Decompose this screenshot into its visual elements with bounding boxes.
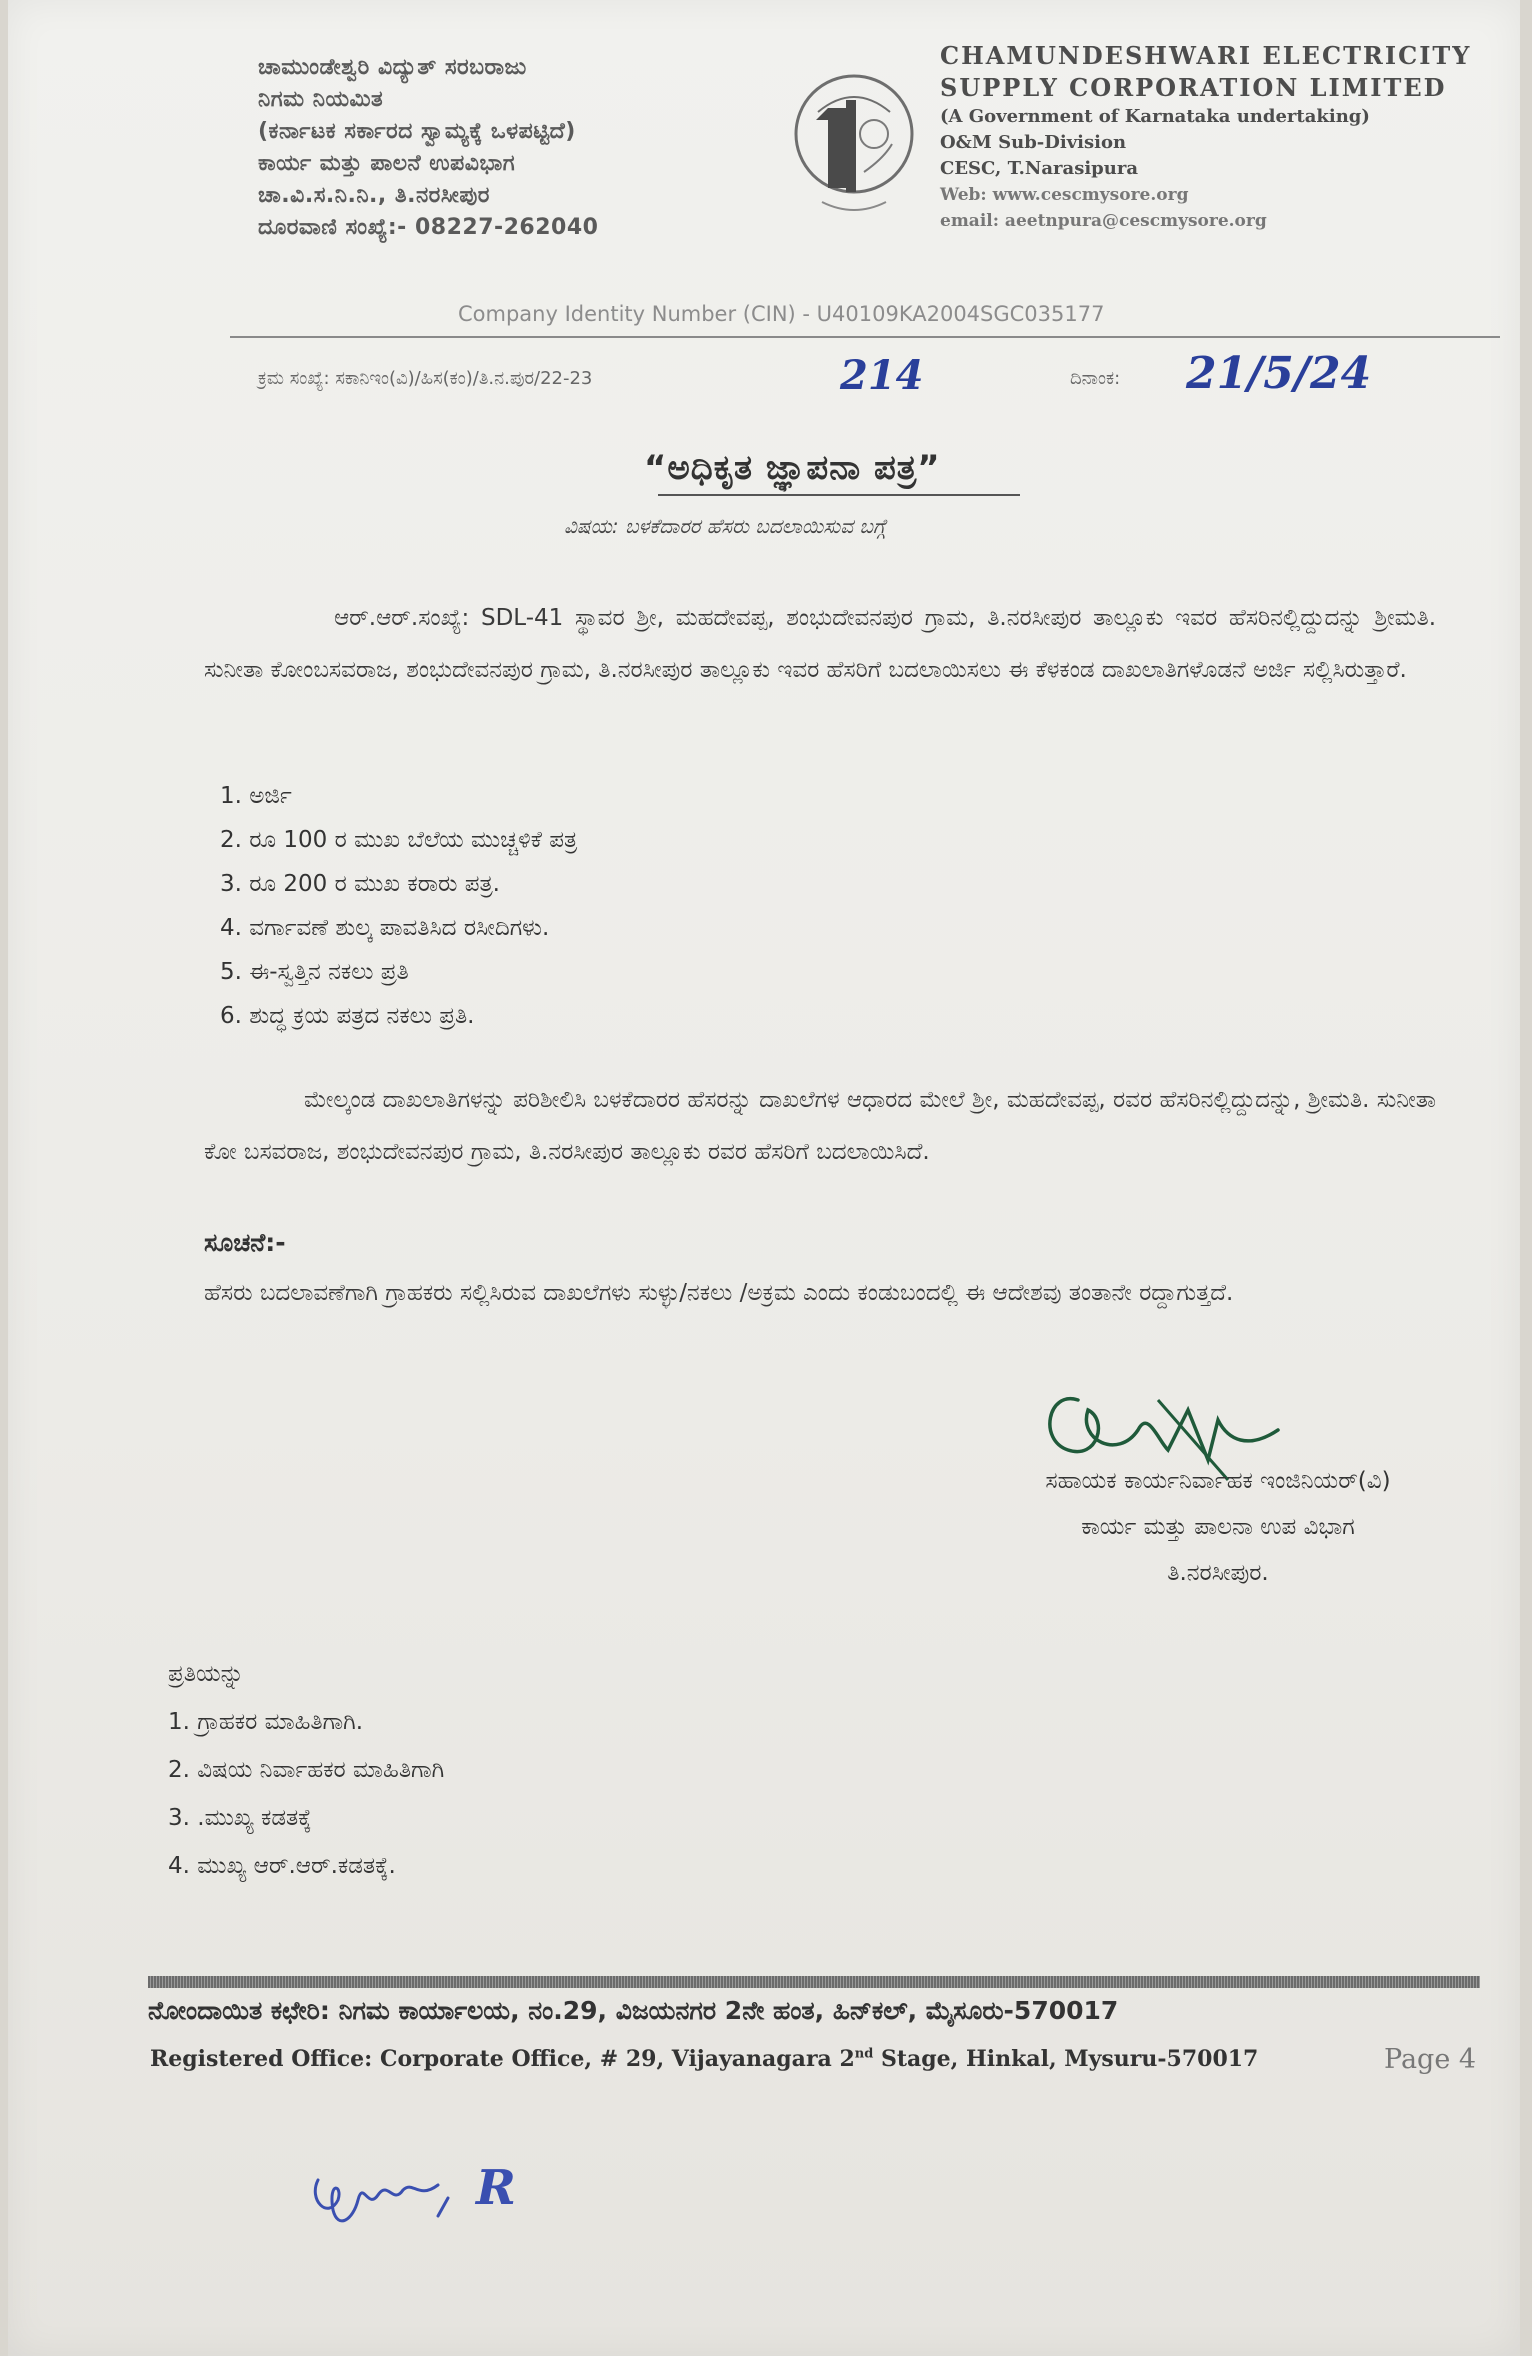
footer-english-prefix: Registered Office: Corporate Office, # 29, Vijayanagara 2: [150, 2046, 855, 2072]
kannada-letterhead-line: ಚಾ.ವಿ.ಸ.ನಿ.ನಿ., ತಿ.ನರಸೀಪುರ: [258, 183, 490, 208]
handwritten-initials: [298, 2150, 558, 2240]
kannada-letterhead-line: (ಕರ್ನಾಟಕ ಸರ್ಕಾರದ ಸ್ವಾಮ್ಯಕ್ಕೆ ಒಳಪಟ್ಟಿದೆ): [258, 119, 576, 144]
subject-line: ವಿಷಯ: ಬಳಕೆದಾರರ ಹೆಸರು ಬದಲಾಯಿಸುವ ಬಗ್ಗೆ: [564, 514, 886, 538]
list-item: 4. ವರ್ಗಾವಣೆ ಶುಲ್ಕ ಪಾವತಿಸಿದ ರಸೀದಿಗಳು.: [220, 915, 550, 941]
handwritten-r: R: [476, 2160, 516, 2216]
cin-number: Company Identity Number (CIN) - U40109KA2004SGC035177: [458, 302, 1105, 326]
list-item: 3. .ಮುಖ್ಯ ಕಡತಕ್ಕೆ: [168, 1805, 312, 1831]
company-name-line1: CHAMUNDESHWARI ELECTRICITY: [940, 41, 1472, 70]
signatory-block: [948, 1458, 1488, 1596]
govt-undertaking: (A Government of Karnataka undertaking): [940, 106, 1370, 127]
footer-english-sup: nd: [854, 2046, 874, 2062]
kannada-letterhead: [258, 52, 778, 244]
kannada-letterhead-line: ದೂರವಾಣಿ ಸಂಖ್ಯೆ:- 08227-262040: [258, 215, 599, 240]
date-handwritten: 21/5/24: [1186, 348, 1372, 399]
list-item: 2. ರೂ 100 ರ ಮುಖ ಬೆಲೆಯ ಮುಚ್ಚಳಿಕೆ ಪತ್ರ: [220, 827, 578, 853]
date-label: ದಿನಾಂಕ:: [1070, 368, 1121, 389]
list-item: 1. ಅರ್ಜಿ: [220, 783, 292, 809]
kannada-letterhead-line: ಚಾಮುಂಡೇಶ್ವರಿ ವಿದ್ಯುತ್ ಸರಬರಾಜು: [258, 55, 527, 80]
email: email: aeetnpura@cescmysore.org: [940, 211, 1267, 231]
list-item: 4. ಮುಖ್ಯ ಆರ್.ಆರ್.ಕಡತಕ್ಕೆ.: [168, 1853, 396, 1879]
list-item: 1. ಗ್ರಾಹಕರ ಮಾಹಿತಿಗಾಗಿ.: [168, 1709, 364, 1735]
office-location: CESC, T.Narasipura: [940, 158, 1138, 179]
reference-number-label: ಕ್ರಮ ಸಂಖ್ಯೆ: ಸಕಾನಿಇಂ(ವಿ)/ಹಿಸ(ಕಂ)/ತಿ.ನ.ಪುರ/22-23: [258, 368, 593, 389]
body-paragraph-2: ಮೇಲ್ಕಂಡ ದಾಖಲಾತಿಗಳನ್ನು ಪರಿಶೀಲಿಸಿ ಬಳಕೆದಾರರ ಹೆಸರನ್ನು ದಾಖಲೆಗಳ ಆಧಾರದ ಮೇಲೆ ಶ್ರೀ, ಮಹದೇವಪ್ಪ, ರವರ ಹೆಸರಿನಲ್ಲಿದ್ದುದನ್ನು, ಶ್ರೀಮತಿ. ಸುನೀತಾ ಕೋ ಬಸವರಾಜ, ಶಂಭುದೇವನಪುರ ಗ್ರಾಮ, ತಿ.ನರಸೀಪುರ ತಾಲ್ಲೂಕು ರವರ ಹೆಸರಿಗೆ ಬದಲಾಯಿಸಿದೆ.: [204, 1087, 1436, 1165]
website: Web: www.cescmysore.org: [940, 185, 1189, 205]
copy-to-list: [168, 1650, 444, 1890]
cesc-logo: [788, 62, 920, 222]
page-number: Page 4: [1384, 2044, 1477, 2075]
company-name-line2: SUPPLY CORPORATION LIMITED: [940, 73, 1447, 102]
signatory-place: ತಿ.ನರಸೀಪುರ.: [1167, 1560, 1269, 1586]
sub-division: O&M Sub-Division: [940, 132, 1127, 153]
list-item: 2. ವಿಷಯ ನಿರ್ವಾಹಕರ ಮಾಹಿತಿಗಾಗಿ: [168, 1757, 445, 1783]
header-divider: [230, 336, 1500, 338]
footer-divider: [148, 1976, 1480, 1988]
reference-number-handwritten: 214: [840, 352, 924, 399]
body-paragraph-1: ಆರ್.ಆರ್.ಸಂಖ್ಯೆ: SDL-41 ಸ್ಥಾವರ ಶ್ರೀ, ಮಹದೇವಪ್ಪ, ಶಂಭುದೇವನಪುರ ಗ್ರಾಮ, ತಿ.ನರಸೀಪುರ ತಾಲ್ಲೂಕು ಇವರ ಹೆಸರಿನಲ್ಲಿದ್ದುದನ್ನು ಶ್ರೀಮತಿ. ಸುನೀತಾ ಕೋಂಬಸವರಾಜ, ಶಂಭುದೇವನಪುರ ಗ್ರಾಮ, ತಿ.ನರಸೀಪುರ ತಾಲ್ಲೂಕು ಇವರ ಹೆಸರಿಗೆ ಬದಲಾಯಿಸಲು ಈ ಕೆಳಕಂಡ ದಾಖಲಾತಿಗಳೊಡನೆ ಅರ್ಜಿ ಸಲ್ಲಿಸಿರುತ್ತಾರೆ.: [204, 605, 1436, 683]
signatory-designation: ಸಹಾಯಕ ಕಾರ್ಯನಿರ್ವಾಹಕ ಇಂಜಿನಿಯರ್(ವಿ): [1045, 1468, 1391, 1494]
footer-english-suffix: Stage, Hinkal, Mysuru-570017: [873, 2046, 1259, 2072]
kannada-letterhead-line: ನಿಗಮ ನಿಯಮಿತ: [258, 87, 384, 112]
kannada-letterhead-line: ಕಾರ್ಯ ಮತ್ತು ಪಾಲನೆ ಉಪವಿಭಾಗ: [258, 151, 516, 176]
copy-to-label: ಪ್ರತಿಯನ್ನು: [168, 1661, 244, 1687]
title-underline: [658, 494, 1020, 496]
footer-english-address: [150, 2046, 1258, 2072]
english-letterhead: [940, 40, 1520, 234]
documents-list: [220, 774, 577, 1038]
document-page: [8, 0, 1520, 2356]
signatory-office: ಕಾರ್ಯ ಮತ್ತು ಪಾಲನಾ ಉಪ ವಿಭಾಗ: [1081, 1514, 1355, 1540]
note-label: ಸೂಚನೆ:-: [204, 1228, 286, 1257]
note-text: ಹೆಸರು ಬದಲಾವಣೆಗಾಗಿ ಗ್ರಾಹಕರು ಸಲ್ಲಿಸಿರುವ ದಾಖಲೆಗಳು ಸುಳ್ಳು/ನಕಲು /ಅಕ್ರಮ ಎಂದು ಕಂಡುಬಂದಲ್ಲಿ ಈ ಆದೇಶವು ತಂತಾನೇ ರದ್ದಾಗುತ್ತದೆ.: [204, 1280, 1234, 1306]
list-item: 5. ಈ-ಸ್ವತ್ತಿನ ನಕಲು ಪ್ರತಿ: [220, 959, 409, 985]
footer-kannada-address: ನೋಂದಾಯಿತ ಕಛೇರಿ: ನಿಗಮ ಕಾರ್ಯಾಲಯ, ನಂ.29, ವಿಜಯನಗರ 2ನೇ ಹಂತ, ಹಿನ್‌ಕಲ್, ಮೈಸೂರು-570017: [148, 1996, 1119, 2025]
list-item: 6. ಶುದ್ಧ ಕ್ರಯ ಪತ್ರದ ನಕಲು ಪ್ರತಿ.: [220, 1003, 475, 1029]
list-item: 3. ರೂ 200 ರ ಮುಖ ಕರಾರು ಪತ್ರ.: [220, 871, 500, 897]
document-title: “ಅಧಿಕೃತ ಜ್ಞಾಪನಾ ಪತ್ರ”: [644, 448, 941, 488]
